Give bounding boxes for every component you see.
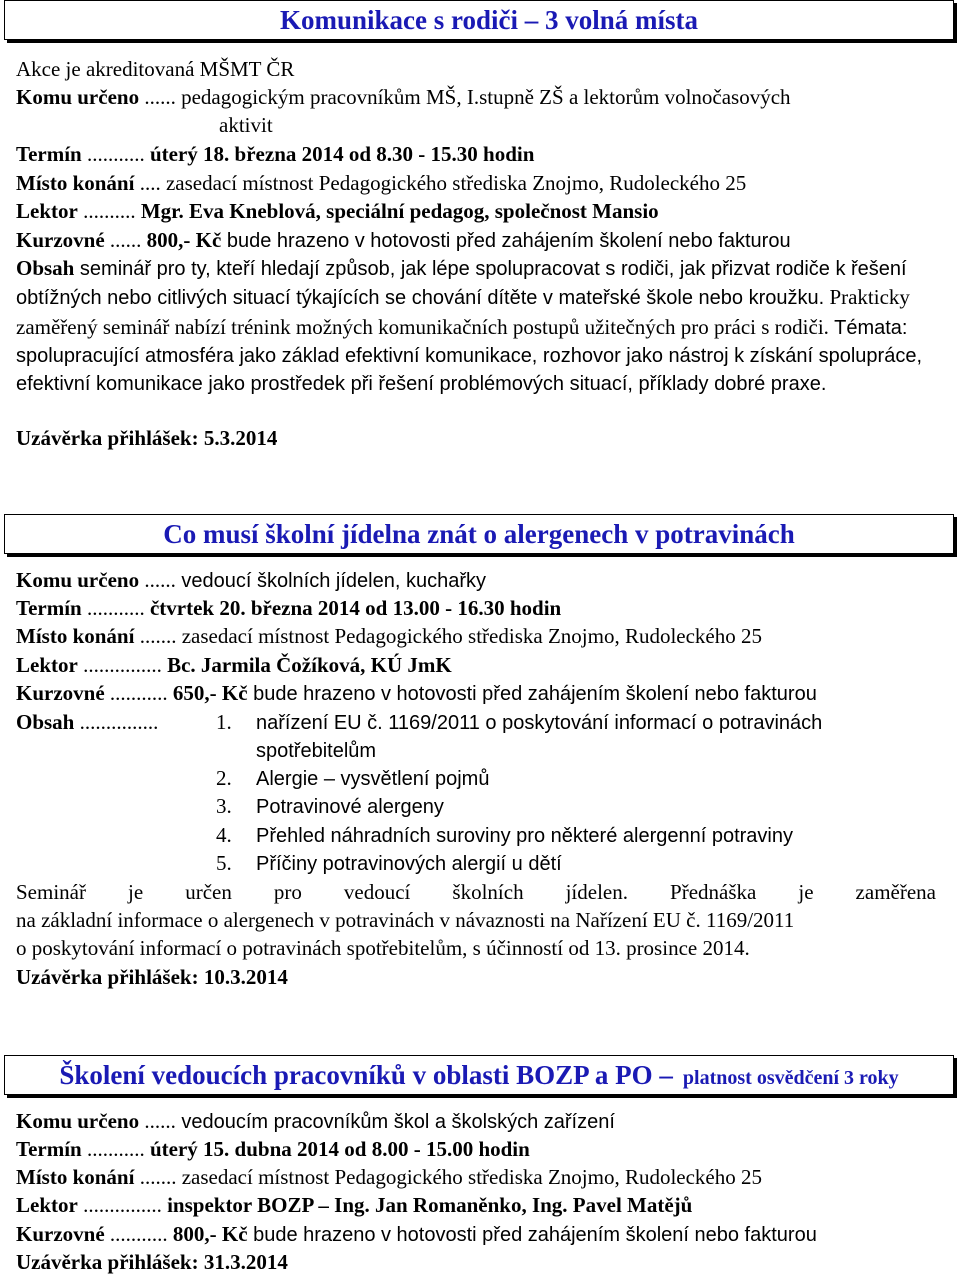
- kurzovne-note: bude hrazeno v hotovosti před zahájením školení nebo fakturou: [247, 683, 817, 705]
- termin-label: Termín: [16, 142, 82, 166]
- section-3-title-box: [4, 1055, 954, 1095]
- dots: ...........: [104, 681, 168, 705]
- kurzovne-price: 650,- Kč: [167, 681, 248, 705]
- komu-value: vedoucí školních jídelen, kuchařky: [175, 570, 486, 592]
- accreditation-note: Akce je akreditovaná MŠMT ČR: [16, 57, 295, 81]
- dots: ...........: [104, 1222, 168, 1246]
- s2-list-item-4: [216, 821, 793, 850]
- termin-value: čtvrtek 20. března 2014 od 13.00 - 16.30 hodin: [144, 596, 562, 620]
- termin-value: úterý 15. dubna 2014 od 8.00 - 15.00 hodin: [144, 1137, 530, 1161]
- dots: ......: [104, 228, 142, 252]
- kurzovne-label: Kurzovné: [16, 681, 105, 705]
- obsah-label: Obsah: [16, 256, 75, 280]
- lektor-label: Lektor: [16, 653, 78, 677]
- komu-label: Komu určeno: [16, 1109, 140, 1133]
- obsah-text-1: seminář pro ty, kteří hledají způsob, jak lépe spolupracovat s rodiči, jak přizvat rodiče k řešení obtížných nebo citlivých situací týkajících se chování dítěte v mateřské škole nebo kroužku.: [16, 258, 907, 310]
- obsah-label: Obsah: [16, 710, 75, 734]
- dots: ..........: [77, 199, 136, 223]
- dots: .......: [134, 624, 177, 648]
- list-number: 3.: [216, 794, 232, 818]
- kurzovne-note: bude hrazeno v hotovosti před zahájením školení nebo fakturou: [247, 1224, 817, 1246]
- s1-komu-row-cont: aktivit: [219, 113, 273, 137]
- misto-label: Místo konání: [16, 1165, 135, 1189]
- s2-termin-row: [16, 594, 561, 622]
- s1-lektor-row: [16, 197, 659, 225]
- s2-list-item-5: [216, 849, 562, 878]
- misto-label: Místo konání: [16, 171, 135, 195]
- s1-obsah-paragraph: [16, 254, 936, 398]
- dots: ...............: [74, 710, 159, 734]
- dots: ....: [134, 171, 161, 195]
- s2-description-line-2: na základní informace o alergenech v potravinách v návaznosti na Nařízení EU č. 1169/2011: [16, 908, 795, 932]
- lektor-label: Lektor: [16, 1193, 78, 1217]
- komu-label: Komu určeno: [16, 568, 140, 592]
- s2-list-item-1: [216, 708, 822, 737]
- s1-komu-row: [16, 83, 791, 111]
- dots: ......: [139, 1109, 176, 1133]
- s3-lektor-row: [16, 1191, 692, 1219]
- kurzovne-price: 800,- Kč: [141, 228, 222, 252]
- list-number: 2.: [216, 766, 232, 790]
- s3-komu-row: [16, 1107, 615, 1136]
- lektor-label: Lektor: [16, 199, 78, 223]
- obsah-text-2: Prakticky zaměřený seminář nabízí trénink možných komunikačních postupů užitečných pro práci s rodiči.: [16, 285, 910, 339]
- s2-description-line-3: o poskytování informací o potravinách spotřebitelům, s účinností od 13. prosince 2014.: [16, 936, 750, 960]
- section-1-title-box: [4, 0, 954, 40]
- misto-value: zasedací místnost Pedagogického střediska Znojmo, Rudoleckého 25: [176, 1165, 762, 1189]
- list-number: 5.: [216, 851, 232, 875]
- dots: ......: [139, 85, 176, 109]
- s3-misto-row: [16, 1163, 762, 1191]
- kurzovne-label: Kurzovné: [16, 228, 105, 252]
- misto-label: Místo konání: [16, 624, 135, 648]
- s1-uzaverka: Uzávěrka přihlášek: 5.3.2014: [16, 426, 278, 450]
- obsah-text-3: Témata: spolupracující atmosféra jako základ efektivní komunikace, rozhovor jako nástroj k získání spolupráce, efektivní komunikace jako prostředek při řešení problémových situací, příklady dobré praxe.: [16, 316, 922, 396]
- kurzovne-label: Kurzovné: [16, 1222, 105, 1246]
- s2-description-line-1: Seminář je určen pro vedoucí školních jídelen. Přednáška je zaměřena: [16, 880, 936, 904]
- termin-value: úterý 18. března 2014 od 8.30 - 15.30 hodin: [144, 142, 535, 166]
- list-text: Příčiny potravinových alergií u dětí: [256, 853, 562, 875]
- s2-misto-row: [16, 622, 762, 650]
- dots: ...........: [81, 596, 145, 620]
- termin-label: Termín: [16, 1137, 82, 1161]
- s2-kurzovne-row: [16, 679, 817, 708]
- komu-value: pedagogickým pracovníkům MŠ, I.stupně ZŠ a lektorům volnočasových: [175, 85, 791, 109]
- s3-uzaverka: Uzávěrka přihlášek: 31.3.2014: [16, 1250, 288, 1274]
- list-number: 4.: [216, 823, 232, 847]
- section-3-subtitle: platnost osvědčení 3 roky: [682, 1066, 899, 1089]
- dots: ...........: [81, 1137, 145, 1161]
- section-1-title: Komunikace s rodiči – 3 volná místa: [279, 4, 698, 35]
- list-text: spotřebitelům: [256, 740, 377, 762]
- s2-list-item-3: [216, 792, 444, 821]
- kurzovne-note: bude hrazeno v hotovosti před zahájením školení nebo fakturou: [221, 230, 791, 252]
- komu-value: vedoucím pracovníkům škol a školských zařízení: [175, 1111, 615, 1133]
- list-number: 1.: [216, 710, 232, 734]
- list-text: Alergie – vysvětlení pojmů: [256, 768, 490, 790]
- misto-value: zasedací místnost Pedagogického střediska Znojmo, Rudoleckého 25: [176, 624, 762, 648]
- dots: ...........: [81, 142, 145, 166]
- s1-termin-row: [16, 140, 534, 168]
- dots: .......: [134, 1165, 177, 1189]
- dots: ...............: [77, 1193, 162, 1217]
- lektor-value: Bc. Jarmila Čožíková, KÚ JmK: [161, 653, 452, 677]
- section-2-title-box: [4, 514, 954, 554]
- s3-kurzovne-row: [16, 1220, 817, 1249]
- s2-lektor-row: [16, 651, 452, 679]
- s2-list-item-2: [216, 764, 489, 793]
- komu-label: Komu určeno: [16, 85, 140, 109]
- section-2-title: Co musí školní jídelna znát o alergenech v potravinách: [163, 518, 795, 549]
- dots: ...............: [77, 653, 162, 677]
- misto-value: zasedací místnost Pedagogického střediska Znojmo, Rudoleckého 25: [160, 171, 747, 195]
- termin-label: Termín: [16, 596, 82, 620]
- s1-kurzovne-row: [16, 226, 791, 255]
- kurzovne-price: 800,- Kč: [167, 1222, 248, 1246]
- list-text: nařízení EU č. 1169/2011 o poskytování informací o potravinách: [256, 712, 823, 734]
- s2-komu-row: [16, 566, 486, 595]
- list-text: Potravinové alergeny: [256, 796, 444, 818]
- lektor-value: Mgr. Eva Kneblová, speciální pedagog, společnost Mansio: [135, 199, 659, 223]
- s3-termin-row: [16, 1135, 530, 1163]
- s2-obsah-row: [16, 708, 158, 736]
- section-3-title: Školení vedoucích pracovníků v oblasti BOZP a PO –: [59, 1059, 673, 1090]
- s2-uzaverka: Uzávěrka přihlášek: 10.3.2014: [16, 965, 288, 989]
- list-text: Přehled náhradních suroviny pro některé alergenní potraviny: [256, 825, 793, 847]
- s2-list-item-1-cont: [216, 736, 376, 765]
- lektor-value: inspektor BOZP – Ing. Jan Romaněnko, Ing. Pavel Matějů: [161, 1193, 693, 1217]
- s1-misto-row: [16, 169, 746, 197]
- dots: ......: [139, 568, 176, 592]
